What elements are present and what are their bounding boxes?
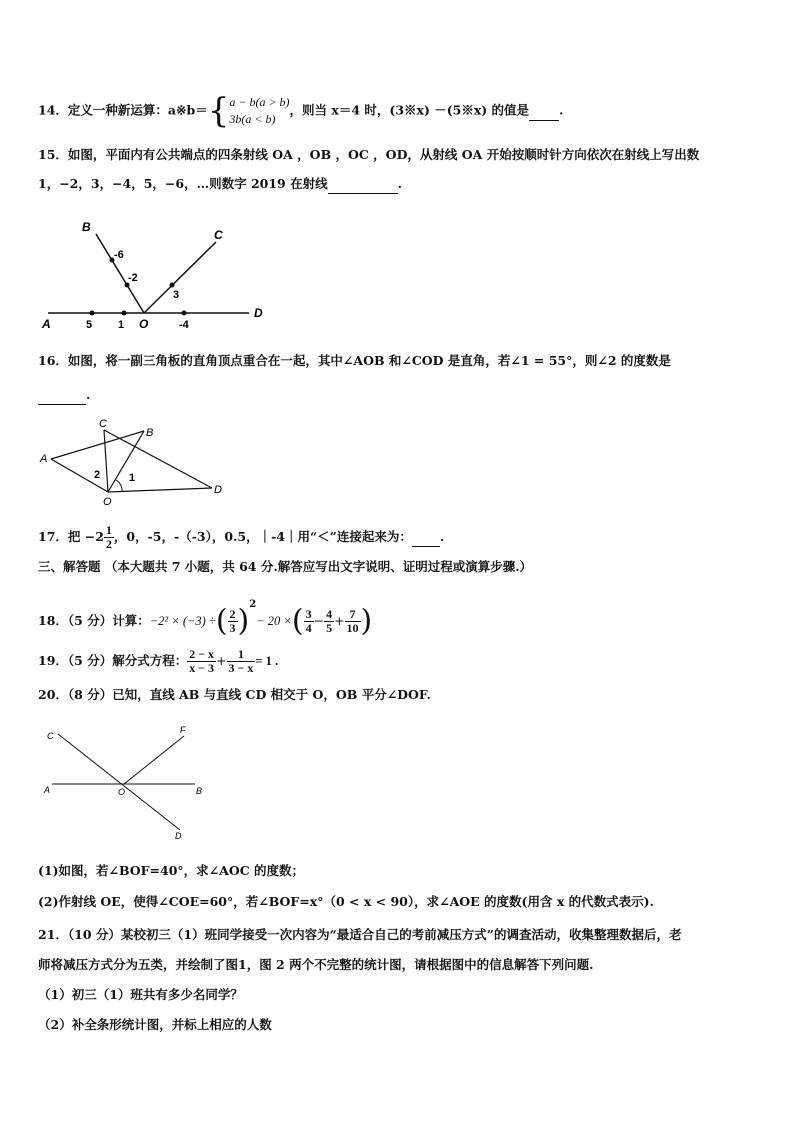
q19-frac-2 (227, 648, 256, 675)
label-o: O (118, 787, 126, 797)
label-c: C (99, 418, 107, 430)
q14-case1: a − b(a > b) (229, 95, 290, 109)
angle-2: 2 (94, 469, 101, 481)
label-d: D (175, 831, 182, 841)
ray-oc (144, 242, 216, 313)
q14-suffix: ，则当 x＝4 时，(3※x) －(5※x) 的值是 (289, 102, 530, 118)
num-neg6: -6 (114, 249, 124, 261)
label-o: O (103, 496, 112, 508)
q21-sub2: （2）补全条形统计图，并标上相应的人数 (38, 1017, 272, 1032)
q16-answer-blank (38, 386, 86, 405)
label-o: O (139, 317, 149, 331)
label-a: A (40, 453, 48, 465)
label-c: C (214, 228, 223, 242)
label-a: A (42, 317, 51, 331)
q18-f3-num: 4 (326, 607, 333, 621)
q20-figure (40, 722, 220, 844)
label-a: A (44, 785, 51, 795)
seg-od (108, 488, 212, 492)
seg-cd (104, 430, 212, 488)
q19-prefix: 19．（5 分）解分式方程： (38, 653, 188, 668)
num-1: 1 (118, 319, 125, 331)
q15-answer-blank (328, 175, 398, 194)
q18-f3-den: 5 (326, 621, 333, 635)
q18-f2-num: 3 (305, 607, 312, 621)
q20-sub1: (1)如图，若∠BOF=40°，求∠AOC 的度数； (38, 863, 305, 878)
q17-end: . (439, 529, 445, 544)
label-b: B (196, 786, 203, 796)
q19-f2-den: 3 − x (228, 661, 254, 675)
q18-f4-num: 7 (345, 608, 361, 622)
q21-sub1: （1）初三（1）班共有多少名同学？ (38, 987, 243, 1002)
q18-minus: − (313, 613, 325, 628)
q15-line1: 15．如图，平面内有公共端点的四条射线 OA ，OB ，OC ，OD，从射线 OA 开始按顺时针方向依次在射线上写出数 (38, 147, 700, 162)
dot-1 (122, 311, 127, 316)
q14-brace: { (207, 91, 230, 131)
q18-frac-4-5 (324, 608, 334, 635)
label-f: F (180, 725, 186, 735)
q15-figure (36, 216, 276, 336)
q17-prefix: 17．把 −2 (38, 529, 104, 544)
num-neg4: -4 (179, 319, 189, 331)
q18-paren-close-1: ) (237, 603, 250, 639)
dot-neg4 (182, 311, 187, 316)
q16-line1: 16．如图，将一副三角板的直角顶点重合在一起，其中∠AOB 和∠COD 是直角，若∠1 = 55°，则∠2 的度数是 (38, 353, 671, 368)
q18-line (38, 596, 373, 639)
q15-end: . (397, 176, 402, 191)
num-3: 3 (173, 289, 180, 301)
q16-figure (36, 414, 236, 508)
q18-frac-7-10 (345, 608, 361, 635)
q16-line2 (38, 386, 90, 405)
q14-answer-blank (529, 102, 559, 121)
q14-cases (229, 94, 289, 128)
q18-frac-3-4 (304, 608, 314, 635)
q18-f1-num: 2 (229, 607, 236, 621)
num-neg2: -2 (128, 272, 138, 284)
label-b: B (82, 220, 91, 234)
q18-f2-den: 4 (305, 621, 312, 635)
q15-line2-text: 1，−2，3，−4，5，−6，…则数字 2019 在射线 (38, 176, 328, 191)
q19-plus: + (216, 653, 227, 668)
dot-3 (170, 283, 175, 288)
q17-line (38, 524, 444, 551)
q18-expr2: − 20 × (256, 614, 292, 628)
q19-f1-num: 2 − x (189, 647, 215, 661)
q14-line (38, 91, 564, 131)
label-d: D (254, 306, 263, 320)
q19-suffix: = 1 . (255, 654, 279, 668)
q17-answer-blank (412, 528, 440, 547)
q17-frac-num: 1 (105, 523, 112, 537)
angle-1: 1 (129, 472, 136, 484)
num-5: 5 (86, 319, 93, 331)
q14-case2: 3b(a < b) (229, 112, 276, 126)
q16-end: . (86, 387, 91, 402)
ray-of (124, 736, 184, 784)
angle-arc (116, 480, 122, 491)
label-c: C (47, 731, 54, 741)
q20-sub2: (2)作射线 OE，使得∠COE=60°，若∠BOF=x°（0 < x < 90），求∠AOE 的度数(用含 x 的代数式表示). (38, 894, 654, 909)
label-b: B (146, 427, 154, 439)
q18-prefix: 18．（5 分）计算： (38, 613, 150, 628)
q19-frac-1 (187, 648, 216, 675)
q18-expr1: −2² × (−3) ÷ (149, 614, 216, 628)
label-d: D (214, 484, 222, 496)
q14-end: . (559, 102, 564, 118)
dot-5 (90, 311, 95, 316)
q18-paren-open-2: ( (291, 603, 304, 639)
q17-fraction (104, 524, 114, 551)
section-3-heading: 三、解答题 （本大题共 7 小题，共 64 分.解答应写出文字说明、证明过程或演算步骤.） (38, 559, 533, 574)
q19-line (38, 648, 278, 675)
q18-f4-den: 10 (346, 621, 359, 635)
q17-suffix: ，0，-5，-（-3），0.5，｜-4｜用“＜”连接起来为： (113, 529, 412, 544)
q21-line2: 师将减压方式分为五类，并绘制了图1，图 2 两个不完整的统计图，请根据图中的信息解答下列问题. (38, 957, 594, 972)
q18-f1-den: 3 (229, 621, 236, 635)
q15-line2 (38, 175, 402, 194)
q18-frac-2-3 (228, 608, 238, 635)
seg-oc (104, 430, 108, 492)
q18-paren-open-1: ( (215, 603, 228, 639)
q18-plus: + (334, 613, 345, 628)
line-cd (58, 734, 180, 830)
q18-paren-close-2: ) (360, 603, 373, 639)
q20-line1: 20．（8 分）已知，直线 AB 与直线 CD 相交于 O，OB 平分∠DOF. (38, 687, 431, 702)
q18-power: 2 (249, 599, 257, 610)
q17-frac-den: 2 (105, 537, 112, 551)
q19-f1-den: x − 3 (189, 661, 215, 675)
q21-line1: 21．（10 分）某校初三（1）班同学接受一次内容为“最适合自己的考前减压方式”的调查活动，收集整理数据后，老 (38, 927, 682, 942)
q19-f2-num: 1 (227, 648, 256, 662)
q14-prefix: 14．定义一种新运算：a※b＝ (38, 102, 208, 118)
